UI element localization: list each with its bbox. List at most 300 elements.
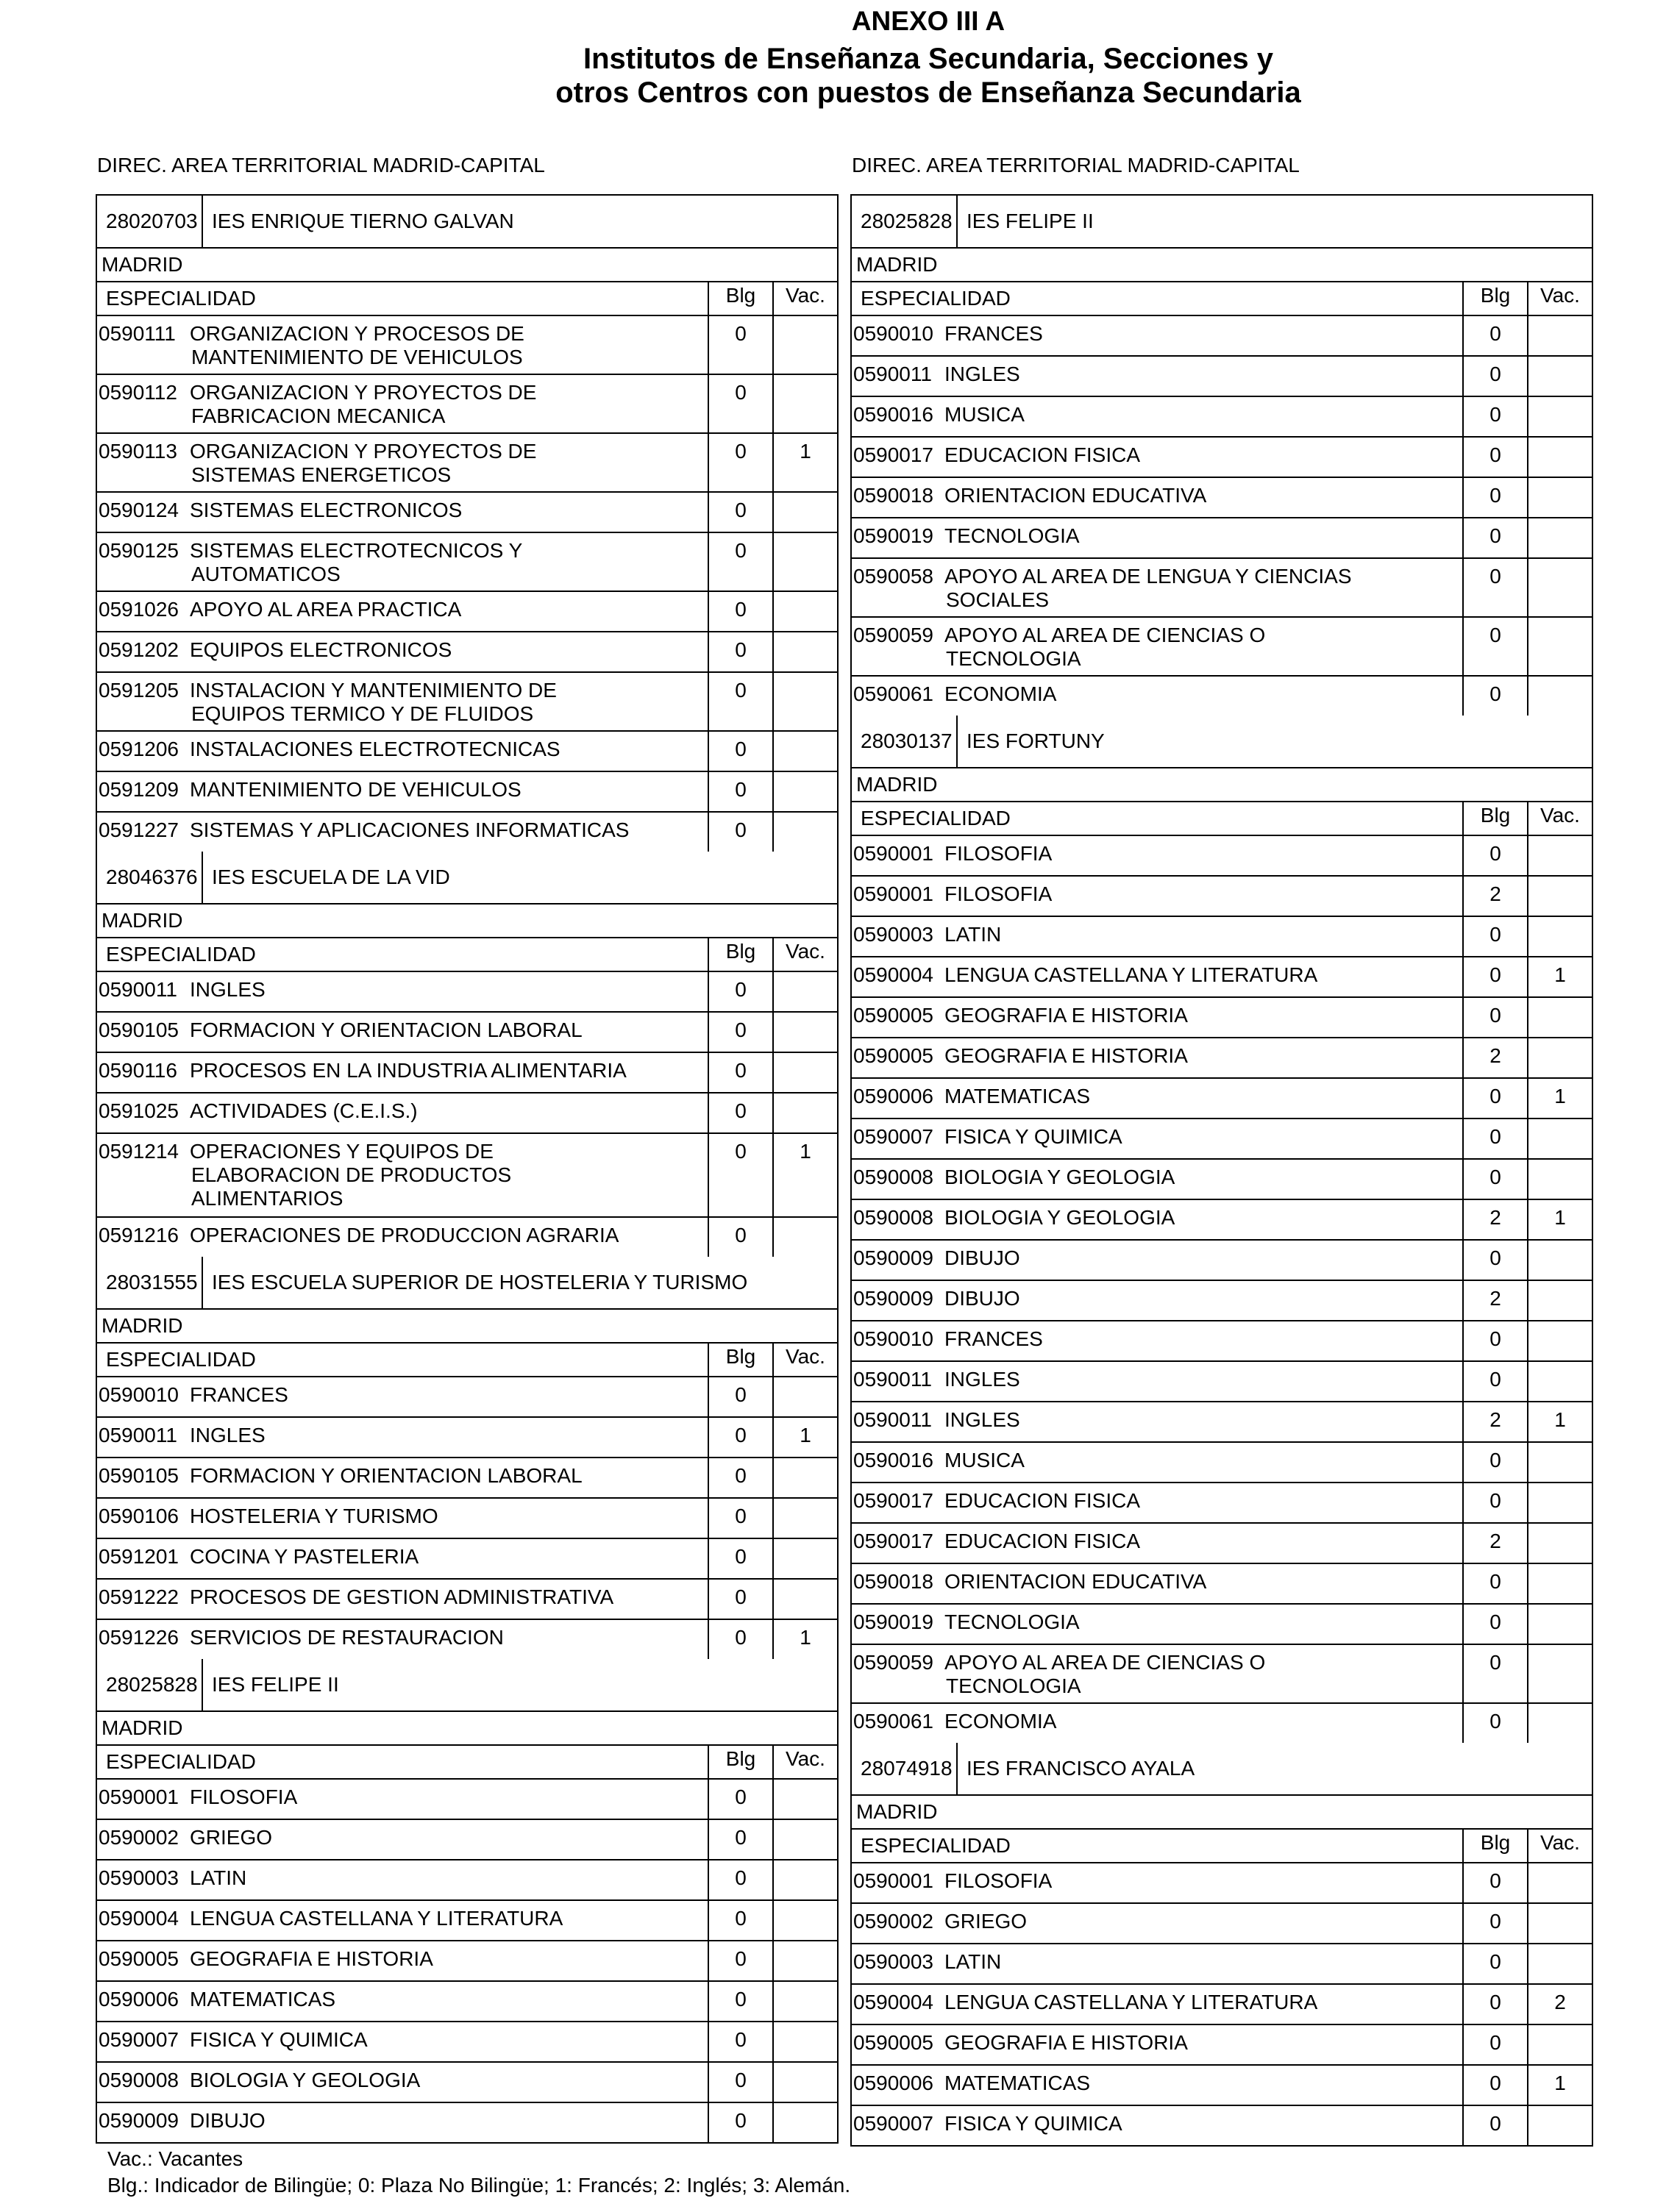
especialidad-code: 0591206: [99, 738, 179, 760]
especialidad-code: 0590003: [853, 1950, 934, 1973]
especialidad-cell: [852, 1402, 1462, 1441]
vac-cell: [772, 1499, 837, 1538]
table-row: [852, 877, 1592, 917]
especialidad-line: [99, 1907, 708, 1930]
especialidad-line: [99, 1505, 708, 1528]
blg-header: Blg: [708, 938, 772, 971]
especialidad-code: 0590106: [99, 1505, 179, 1527]
especialidad-line: [99, 440, 708, 463]
especialidad-cell: [852, 957, 1462, 996]
especialidad-name-cont: EQUIPOS TERMICO Y DE FLUIDOS: [191, 702, 534, 725]
especialidad-code: 0590007: [853, 2112, 934, 2135]
blg-cell: 0: [708, 1218, 772, 1257]
especialidad-name-cont: TECNOLOGIA: [946, 1674, 1081, 1697]
especialidad-cell: [852, 1079, 1462, 1118]
blg-cell: 0: [708, 1458, 772, 1497]
especialidad-line: [853, 1004, 1462, 1027]
blg-cell: 0: [1462, 1079, 1527, 1118]
especialidad-name: LENGUA CASTELLANA Y LITERATURA: [944, 1991, 1318, 2013]
especialidad-name: ORGANIZACION Y PROYECTOS DE: [190, 381, 537, 404]
especialidad-name: LATIN: [944, 923, 1002, 946]
table-row: [852, 1645, 1592, 1704]
blg-cell: 0: [1462, 1241, 1527, 1280]
especialidad-code: 0590007: [99, 2028, 179, 2051]
especialidad-code: 0590059: [853, 1651, 934, 1674]
especialidad-line: [853, 1287, 1462, 1310]
table-row: [852, 1863, 1592, 1904]
blg-cell: 0: [708, 732, 772, 771]
especialidad-line: [853, 1570, 1462, 1594]
especialidad-cell: [852, 2066, 1462, 2105]
especialidad-code: 0590010: [853, 322, 934, 345]
table-row: [97, 813, 837, 852]
especialidad-line: [853, 565, 1462, 588]
especialidad-cell: [852, 2106, 1462, 2145]
right-column: [850, 153, 1593, 2147]
table-row: [852, 1704, 1592, 1743]
center-block: [96, 1257, 839, 1659]
table-row: [852, 1904, 1592, 1944]
especialidad-line: [99, 1785, 708, 1809]
blg-cell: 0: [708, 772, 772, 811]
vac-cell: [1527, 559, 1592, 616]
blg-cell: 0: [1462, 1483, 1527, 1522]
blg-cell: 0: [708, 1418, 772, 1457]
especialidad-name-cont: SISTEMAS ENERGETICOS: [191, 463, 452, 486]
especialidad-line: [99, 1826, 708, 1849]
vac-cell: [1527, 1281, 1592, 1320]
table-row: [97, 632, 837, 673]
table-row: [97, 592, 837, 632]
especialidad-name: MATEMATICAS: [944, 2072, 1091, 2094]
especialidad-code: 0590105: [99, 1018, 179, 1041]
center-header: [852, 1743, 1592, 1796]
especialidad-name: EDUCACION FISICA: [944, 443, 1141, 466]
vac-cell: 1: [1527, 1200, 1592, 1239]
vac-cell: [772, 1982, 837, 2021]
blg-header: Blg: [708, 1344, 772, 1376]
especialidad-code: 0590017: [853, 1489, 934, 1512]
table-row: [852, 518, 1592, 559]
vac-cell: [1527, 316, 1592, 355]
especialidad-line: [853, 2072, 1462, 2095]
table-row: [852, 836, 1592, 877]
center-name: IES FELIPE II: [212, 1673, 339, 1696]
especialidad-line: [853, 882, 1462, 906]
table-row: [852, 1443, 1592, 1483]
especialidad-code: 0590112: [99, 381, 177, 404]
especialidad-code: 0590010: [853, 1327, 934, 1350]
center-header: [97, 1659, 837, 1712]
especialidad-cell: [852, 1321, 1462, 1360]
especialidad-code: 0591202: [99, 638, 179, 661]
especialidad-code: 0590017: [853, 443, 934, 466]
table-row: [852, 559, 1592, 618]
vac-cell: [1527, 1241, 1592, 1280]
vac-cell: [772, 1093, 837, 1132]
especialidad-code: 0590005: [853, 1004, 934, 1027]
blg-cell: 0: [708, 632, 772, 671]
especialidad-code: 0590018: [853, 1570, 934, 1593]
vac-cell: [772, 1941, 837, 1980]
blg-cell: 0: [708, 1134, 772, 1216]
blg-cell: 0: [1462, 917, 1527, 956]
blg-header: Blg: [708, 1746, 772, 1778]
especialidad-cell: [852, 1362, 1462, 1401]
especialidad-cell: [97, 1499, 708, 1538]
especialidad-line: [853, 1449, 1462, 1472]
especialidad-cell: [852, 877, 1462, 916]
vac-cell: [1527, 397, 1592, 436]
especialidad-header: ESPECIALIDAD: [861, 287, 1011, 310]
especialidad-header: ESPECIALIDAD: [106, 1750, 256, 1773]
vac-cell: [1527, 1564, 1592, 1603]
table-row: [852, 1038, 1592, 1079]
vac-cell: [1527, 518, 1592, 557]
especialidad-code: 0590061: [853, 1710, 934, 1733]
especialidad-code: 0590001: [99, 1785, 179, 1808]
especialidad-name: APOYO AL AREA DE CIENCIAS O: [944, 624, 1266, 646]
blg-cell: 0: [1462, 1160, 1527, 1199]
table-row: [97, 1499, 837, 1539]
especialidad-line: [853, 1489, 1462, 1513]
especialidad-name: OPERACIONES DE PRODUCCION AGRARIA: [190, 1224, 619, 1246]
vac-cell: [1527, 1524, 1592, 1563]
vac-cell: 1: [1527, 1079, 1592, 1118]
especialidad-cell: [97, 592, 708, 631]
vac-cell: [772, 1458, 837, 1497]
especialidad-name: EDUCACION FISICA: [944, 1489, 1141, 1512]
blg-cell: 0: [1462, 1863, 1527, 1902]
table-row: [97, 1377, 837, 1418]
especialidad-line: [853, 1408, 1462, 1432]
blg-cell: 0: [708, 1860, 772, 1899]
table-row: [97, 1982, 837, 2022]
vac-cell: [772, 2103, 837, 2142]
especialidad-header: ESPECIALIDAD: [106, 287, 256, 310]
especialidad-cell: [852, 1038, 1462, 1077]
vac-cell: [772, 1780, 837, 1819]
center-name: IES FORTUNY: [967, 729, 1105, 752]
vac-cell: [772, 592, 837, 631]
especialidad-line: [99, 738, 708, 761]
vac-cell: [1527, 1645, 1592, 1702]
table-row: [97, 533, 837, 592]
especialidad-name: DIBUJO: [944, 1246, 1020, 1269]
especialidad-line: [99, 539, 708, 563]
especialidad-code: 0591025: [99, 1099, 179, 1122]
especialidad-line: [853, 963, 1462, 987]
especialidad-cell: [97, 1780, 708, 1819]
especialidad-cell: [97, 1053, 708, 1092]
especialidad-header: ESPECIALIDAD: [106, 1348, 256, 1371]
blg-cell: 0: [1462, 357, 1527, 396]
vac-cell: [1527, 2106, 1592, 2145]
vac-cell: [1527, 917, 1592, 956]
especialidad-name: ORGANIZACION Y PROYECTOS DE: [190, 440, 537, 463]
especialidad-name: TECNOLOGIA: [944, 1610, 1080, 1633]
especialidad-cell: [97, 1377, 708, 1416]
especialidad-name: INGLES: [944, 363, 1020, 385]
especialidad-name: ORIENTACION EDUCATIVA: [944, 484, 1207, 507]
center-header: [852, 196, 1592, 249]
especialidad-name-cont: FABRICACION MECANICA: [191, 404, 446, 427]
especialidad-cell: [852, 1443, 1462, 1482]
especialidad-name: MANTENIMIENTO DE VEHICULOS: [190, 778, 522, 801]
especialidad-code: 0590002: [99, 1826, 179, 1849]
table-row: [97, 1418, 837, 1458]
table-row: [97, 1941, 837, 1982]
especialidad-name: MATEMATICAS: [190, 1988, 336, 2011]
vac-cell: [1527, 1605, 1592, 1644]
vac-header: Vac.: [1527, 1830, 1592, 1862]
blg-cell: 0: [708, 1820, 772, 1859]
center-name: IES ENRIQUE TIERNO GALVAN: [212, 210, 514, 232]
especialidad-cell: [97, 1134, 708, 1216]
blg-cell: 0: [1462, 397, 1527, 436]
especialidad-name: GEOGRAFIA E HISTORIA: [944, 2031, 1188, 2054]
vac-cell: [772, 1013, 837, 1052]
table-row: [97, 1780, 837, 1820]
table-row: [852, 1160, 1592, 1200]
blg-cell: 0: [708, 1780, 772, 1819]
center-code: 28025828: [852, 196, 958, 247]
especialidad-cell: [852, 1863, 1462, 1902]
especialidad-code: 0590008: [853, 1206, 934, 1229]
especialidad-code: 0590009: [853, 1287, 934, 1310]
blg-cell: 0: [1462, 957, 1527, 996]
table-header-row: [97, 1746, 837, 1780]
especialidad-cell: [97, 1218, 708, 1257]
especialidad-line: [99, 1059, 708, 1082]
especialidad-line: [853, 1869, 1462, 1893]
especialidad-name: LENGUA CASTELLANA Y LITERATURA: [944, 963, 1318, 986]
especialidad-cell: [97, 375, 708, 432]
especialidad-name: MUSICA: [944, 403, 1025, 426]
especialidad-cell: [852, 559, 1462, 616]
vac-cell: [772, 1580, 837, 1619]
especialidad-code: 0590004: [853, 1991, 934, 2013]
table-row: [97, 1620, 837, 1659]
especialidad-code: 0591209: [99, 778, 179, 801]
vac-cell: 1: [772, 1620, 837, 1659]
blg-cell: 0: [1462, 1321, 1527, 1360]
blg-cell: 0: [708, 1580, 772, 1619]
especialidad-header: ESPECIALIDAD: [861, 807, 1011, 830]
especialidad-header: ESPECIALIDAD: [106, 943, 256, 966]
especialidad-code: 0590058: [853, 565, 934, 588]
especialidad-name: FILOSOFIA: [944, 842, 1053, 865]
especialidad-cell: [97, 1458, 708, 1497]
especialidad-cell: [97, 316, 708, 374]
vac-cell: [1527, 1443, 1592, 1482]
especialidad-code: 0590005: [99, 1947, 179, 1970]
center-code: 28074918: [852, 1743, 958, 1794]
especialidad-line: [853, 403, 1462, 427]
especialidad-line: [853, 1368, 1462, 1391]
especialidad-name: FILOSOFIA: [944, 882, 1053, 905]
table-row: [97, 2063, 837, 2103]
center-code: 28030137: [852, 716, 958, 767]
vac-header: Vac.: [772, 1344, 837, 1376]
vac-header: Vac.: [772, 938, 837, 971]
vac-cell: 1: [1527, 957, 1592, 996]
especialidad-code: 0590011: [99, 1424, 177, 1446]
vac-cell: 2: [1527, 1985, 1592, 2024]
blg-cell: 2: [1462, 1524, 1527, 1563]
table-row: [852, 1985, 1592, 2025]
especialidad-cell: [97, 632, 708, 671]
especialidad-line: [99, 818, 708, 842]
table-row: [97, 732, 837, 772]
especialidad-cell: [97, 1901, 708, 1940]
table-row: [852, 1944, 1592, 1985]
blg-cell: 2: [1462, 877, 1527, 916]
table-header-row: [97, 1344, 837, 1377]
center-city: MADRID: [97, 905, 837, 938]
especialidad-name: APOYO AL AREA DE LENGUA Y CIENCIAS: [944, 565, 1352, 588]
center-code: 28025828: [97, 1659, 203, 1710]
especialidad-code: 0590016: [853, 403, 934, 426]
especialidad-name: LATIN: [944, 1950, 1002, 1973]
especialidad-cell: [97, 2022, 708, 2061]
vac-cell: [1527, 1944, 1592, 1983]
center-header: [97, 196, 837, 249]
especialidad-name-cont: TECNOLOGIA: [946, 647, 1081, 670]
especialidad-name: HOSTELERIA Y TURISMO: [190, 1505, 438, 1527]
blg-cell: 2: [1462, 1281, 1527, 1320]
centers-list: [96, 194, 839, 2144]
annex-subtitle-1: Institutos de Enseñanza Secundaria, Secciones y: [583, 43, 1274, 75]
table-row: [97, 1820, 837, 1860]
especialidad-line: [99, 1099, 708, 1123]
blg-cell: 0: [708, 375, 772, 432]
table-row: [97, 673, 837, 732]
vac-cell: [772, 1860, 837, 1899]
table-row: [852, 1402, 1592, 1443]
center-code: 28046376: [97, 852, 203, 903]
especialidad-code: 0591216: [99, 1224, 179, 1246]
vac-cell: [772, 493, 837, 532]
table-row: [852, 438, 1592, 478]
especialidad-cell: [97, 533, 708, 591]
table-row: [852, 316, 1592, 357]
blg-cell: 0: [1462, 836, 1527, 875]
especialidad-name: BIOLOGIA Y GEOLOGIA: [944, 1166, 1175, 1188]
especialidad-line: [99, 1988, 708, 2011]
especialidad-cell: [852, 1645, 1462, 1702]
blg-cell: 0: [708, 1941, 772, 1980]
blg-header: Blg: [1462, 282, 1527, 315]
vac-header: Vac.: [1527, 802, 1592, 835]
especialidad-line: [853, 2112, 1462, 2136]
center-header: [852, 716, 1592, 768]
blg-cell: 0: [708, 813, 772, 852]
blg-cell: 0: [708, 1093, 772, 1132]
especialidad-code: 0590011: [853, 1368, 932, 1391]
blg-cell: 0: [708, 493, 772, 532]
especialidad-code: 0590011: [99, 978, 177, 1001]
vac-cell: [772, 1377, 837, 1416]
vac-cell: [1527, 877, 1592, 916]
blg-cell: 0: [708, 592, 772, 631]
especialidad-code: 0590006: [99, 1988, 179, 2011]
especialidad-code: 0590059: [853, 624, 934, 646]
center-block: [850, 1743, 1593, 2147]
especialidad-cell: [97, 673, 708, 730]
vac-cell: [772, 2063, 837, 2102]
especialidad-cell: [852, 518, 1462, 557]
blg-cell: 0: [708, 2022, 772, 2061]
especialidad-name: GEOGRAFIA E HISTORIA: [190, 1947, 433, 1970]
especialidad-line: [853, 1991, 1462, 2014]
especialidad-name: LENGUA CASTELLANA Y LITERATURA: [190, 1907, 563, 1930]
blg-cell: 0: [1462, 2106, 1527, 2145]
vac-cell: [1527, 1119, 1592, 1158]
especialidad-cell: [97, 1013, 708, 1052]
center-name: IES ESCUELA SUPERIOR DE HOSTELERIA Y TURISMO: [212, 1271, 748, 1294]
especialidad-code: 0590003: [853, 923, 934, 946]
especialidad-cell: [852, 1281, 1462, 1320]
blg-cell: 0: [708, 533, 772, 591]
vac-cell: 1: [772, 434, 837, 491]
blg-cell: 0: [1462, 1119, 1527, 1158]
especialidad-line: [853, 1710, 1462, 1733]
vac-cell: [1527, 2025, 1592, 2064]
table-row: [852, 917, 1592, 957]
especialidad-name: GEOGRAFIA E HISTORIA: [944, 1044, 1188, 1067]
especialidad-code: 0590003: [99, 1866, 179, 1889]
table-row: [852, 1321, 1592, 1362]
especialidad-name: SISTEMAS ELECTRONICOS: [190, 499, 463, 521]
blg-cell: 2: [1462, 1200, 1527, 1239]
especialidad-cell: [852, 357, 1462, 396]
especialidad-code: 0590006: [853, 2072, 934, 2094]
blg-cell: 0: [708, 1901, 772, 1940]
especialidad-code: 0590105: [99, 1464, 179, 1487]
especialidad-code: 0590017: [853, 1530, 934, 1552]
blg-cell: 0: [1462, 1605, 1527, 1644]
especialidad-header: ESPECIALIDAD: [861, 1834, 1011, 1857]
especialidad-name: ORIENTACION EDUCATIVA: [944, 1570, 1207, 1593]
especialidad-cell: [97, 1539, 708, 1578]
especialidad-code: 0590008: [853, 1166, 934, 1188]
especialidad-line: [853, 322, 1462, 346]
especialidad-line: [99, 778, 708, 802]
especialidad-cell: [852, 478, 1462, 517]
especialidad-cell: [852, 316, 1462, 355]
especialidad-code: 0591227: [99, 818, 179, 841]
especialidad-name: MUSICA: [944, 1449, 1025, 1471]
especialidad-line: [853, 524, 1462, 548]
especialidad-cell: [97, 493, 708, 532]
especialidad-line: [853, 1950, 1462, 1974]
blg-cell: 0: [708, 673, 772, 730]
especialidad-code: 0590011: [853, 1408, 932, 1431]
table-row: [852, 357, 1592, 397]
center-name: IES ESCUELA DE LA VID: [212, 866, 450, 888]
especialidad-name: FISICA Y QUIMICA: [944, 2112, 1122, 2135]
especialidad-line: [853, 1910, 1462, 1933]
especialidad-line: [99, 2028, 708, 2052]
especialidad-name: GRIEGO: [190, 1826, 273, 1849]
table-row: [97, 1539, 837, 1580]
center-name: IES FELIPE II: [967, 210, 1094, 232]
especialidad-name: FISICA Y QUIMICA: [944, 1125, 1122, 1148]
especialidad-code: 0590008: [99, 2069, 179, 2091]
especialidad-name: APOYO AL AREA PRACTICA: [190, 598, 462, 621]
annex-title: ANEXO III A: [851, 6, 1005, 36]
